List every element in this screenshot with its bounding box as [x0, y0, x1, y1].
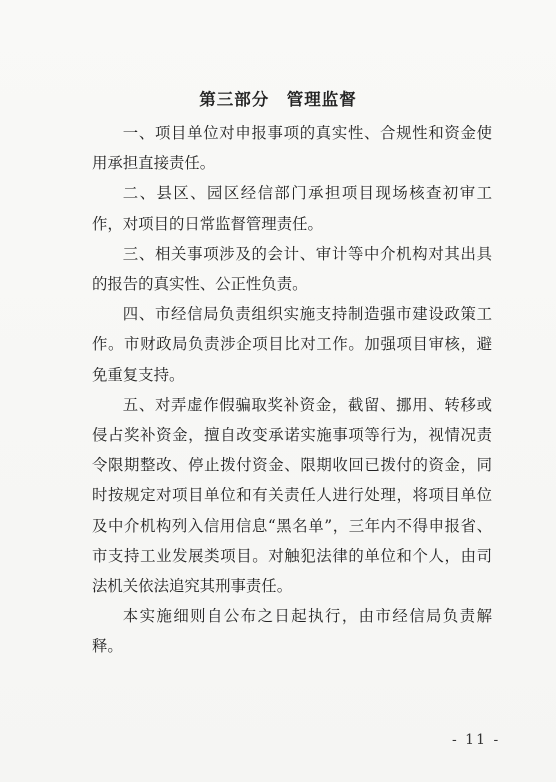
paragraph-item-4: 四、市经信局负责组织实施支持制造强市建设政策工作。市财政局负责涉企项目比对工作。加强项目审核，避免重复支持。	[92, 305, 492, 384]
paragraph-item-3: 三、相关事项涉及的会计、审计等中介机构对其出具的报告的真实性、公正性负责。	[92, 244, 492, 294]
paragraph-item-5: 五、对弄虚作假骗取奖补资金，截留、挪用、转移或侵占奖补资金，擅自改变承诺实施事项等行为，视情况责令限期整改、停止拨付资金、限期收回已拨付的资金，同时按规定对项目单位和有关责任人进行处理，将项目单位及中介机构列入信用信息“黑名单”，三年内不得申报省、市支持工业发展类项目。对触犯法律的单位和个人，由司法机关依法追究其刑事责任。	[92, 395, 492, 596]
section-heading: 第三部分 管理监督	[199, 90, 357, 109]
body-text	[92, 118, 492, 662]
paragraph-item-1: 一、项目单位对申报事项的真实性、合规性和资金使用承担直接责任。	[92, 124, 492, 173]
paragraph-item-2: 二、县区、园区经信部门承担项目现场核查初审工作，对项目的日常监督管理责任。	[92, 184, 492, 233]
page-number: - 11 -	[452, 732, 501, 748]
closing-statement: 本实施细则自公布之日起执行，由市经信局负责解释。	[92, 607, 492, 656]
